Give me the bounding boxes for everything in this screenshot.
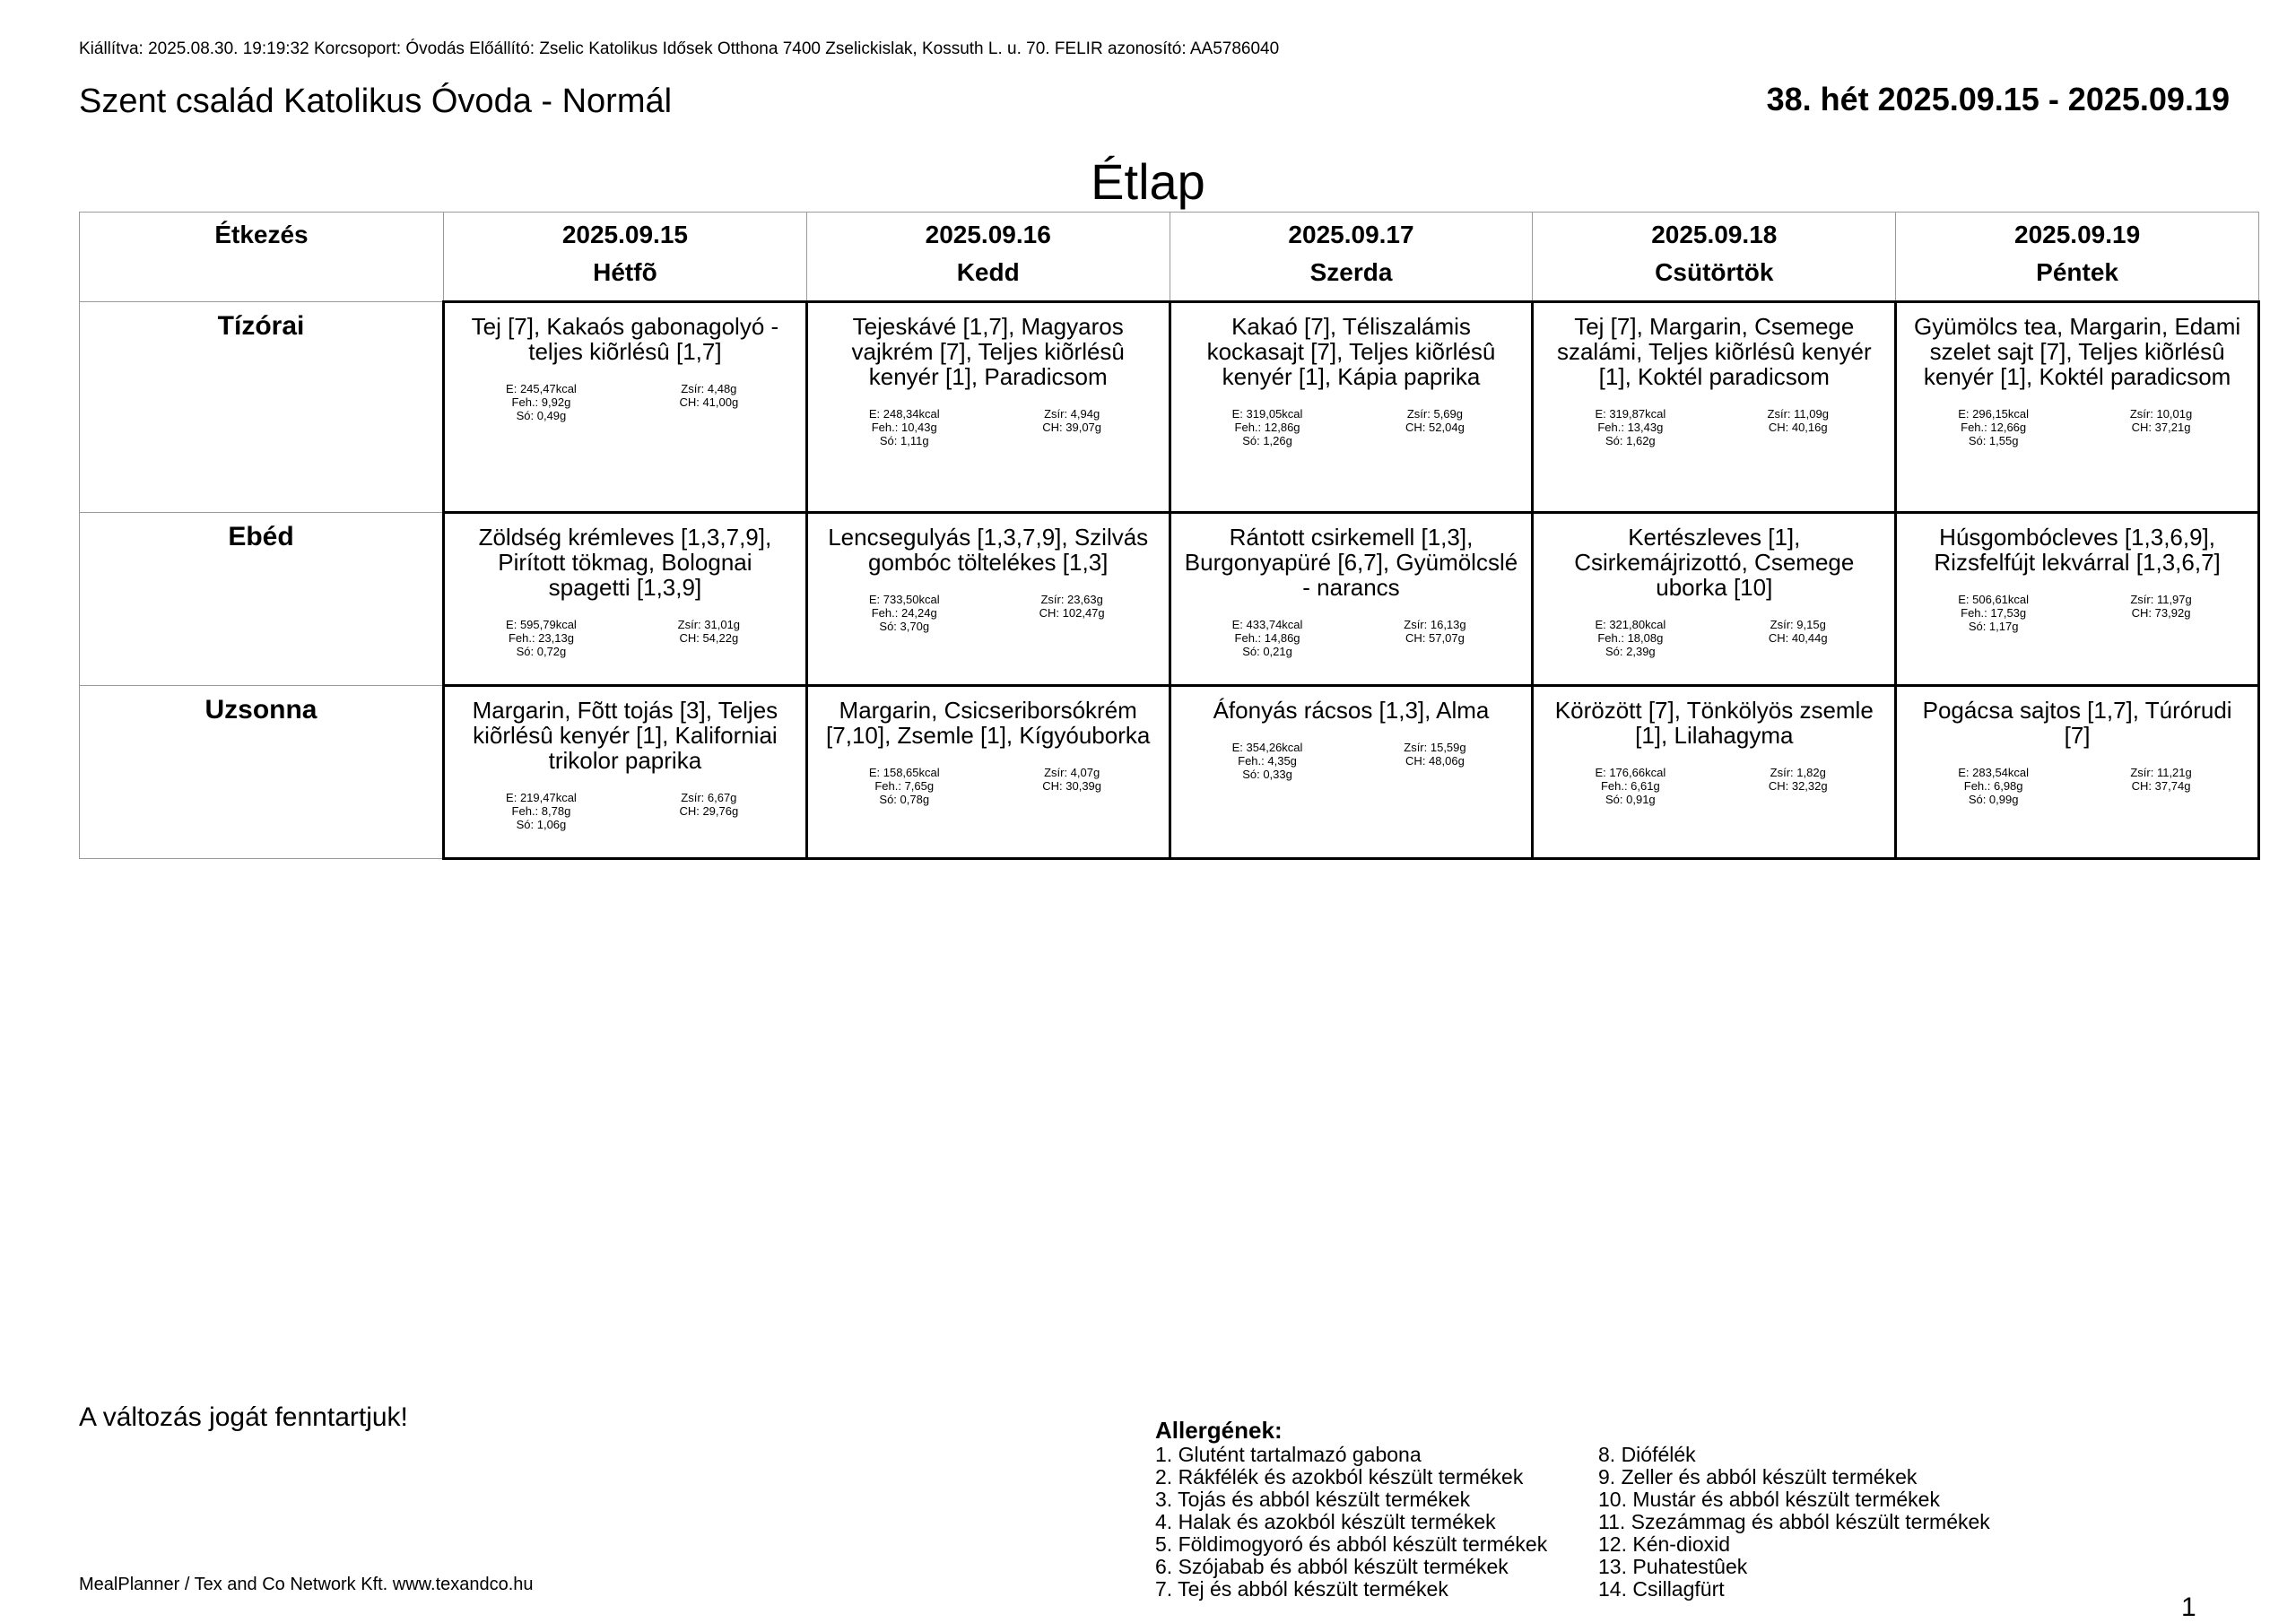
allergen-list-right (1598, 1444, 1990, 1601)
allergen-item: 3. Tojás és abból készült termékek (1155, 1488, 1471, 1511)
allergen-item: 4. Halak és azokból készült termékek (1155, 1510, 1496, 1533)
nutrition-info: E: 319,87kcal Feh.: 13,43g Só: 1,62g Zsír: 11,09g CH: 40,16g (1595, 407, 1829, 447)
nutrition-info: E: 248,34kcal Feh.: 10,43g Só: 1,11g Zsír: 4,94g CH: 39,07g (868, 407, 1102, 447)
allergen-item: 9. Zeller és abból készült termékek (1598, 1465, 1918, 1488)
allergen-legend (1155, 1417, 1990, 1601)
dish-text: Rántott csirkemell [1,3], Burgonyapüré [6,7], Gyümölcslé - narancs (1184, 524, 1518, 601)
nutrition-info: E: 319,05kcal Feh.: 12,86g Só: 1,26g Zsír: 5,69g CH: 52,04g (1231, 407, 1465, 447)
change-notice: A változás jogát fenntartjuk! (79, 1402, 408, 1432)
allergen-item: 11. Szezámmag és abból készült termékek (1598, 1510, 1990, 1533)
nutrition-info: E: 733,50kcal Feh.: 24,24g Só: 3,70g Zsír: 23,63g CH: 102,47g (868, 593, 1105, 633)
dish-text: Tej [7], Kakaós gabonagolyó - teljes kiõrlésû [1,7] (471, 313, 779, 365)
menu-cell (1533, 302, 1896, 513)
dish-text: Zöldség krémleves [1,3,7,9], Pirított tökmag, Bolognai spagetti [1,3,9] (478, 524, 772, 601)
footer-credit: MealPlanner / Tex and Co Network Kft. www.texandco.hu (79, 1575, 534, 1594)
allergen-item: 5. Földimogyoró és abból készült termékek (1155, 1532, 1548, 1556)
allergen-item: 12. Kén-dioxid (1598, 1532, 1731, 1556)
menu-cell (806, 302, 1170, 513)
menu-cell (1170, 513, 1533, 686)
meal-row (80, 302, 2259, 513)
day-header: 2025.09.17 Szerda (1170, 213, 1533, 302)
meal-name: Uzsonna (80, 686, 444, 859)
nutrition-info: E: 433,74kcal Feh.: 14,86g Só: 0,21g Zsír: 16,13g CH: 57,07g (1231, 618, 1466, 658)
dish-text: Gyümölcs tea, Margarin, Edami szelet sajt [7], Teljes kiõrlésû kenyér [1], Koktél paradicsom (1914, 313, 2241, 390)
page-number: 1 (2181, 1593, 2196, 1622)
nutrition-info: E: 354,26kcal Feh.: 4,35g Só: 0,33g Zsír: 15,59g CH: 48,06g (1231, 741, 1466, 781)
day-header: 2025.09.18 Csütörtök (1533, 213, 1896, 302)
dish-text: Pogácsa sajtos [1,7], Túrórudi [7] (1922, 697, 2232, 749)
menu-heading: Étlap (1091, 153, 1205, 210)
nutrition-info: E: 219,47kcal Feh.: 8,78g Só: 1,06g Zsír: 6,67g CH: 29,76g (506, 791, 739, 831)
meal-name: Tízórai (80, 302, 444, 513)
nutrition-info: E: 506,61kcal Feh.: 17,53g Só: 1,17g Zsír: 11,97g CH: 73,92g (1958, 593, 2192, 633)
menu-cell (444, 513, 807, 686)
menu-cell (1533, 686, 1896, 859)
menu-cell (444, 302, 807, 513)
nutrition-info: E: 595,79kcal Feh.: 23,13g Só: 0,72g Zsír: 31,01g CH: 54,22g (506, 618, 741, 658)
dish-text: Margarin, Csicseriborsókrém [7,10], Zsemle [1], Kígyóuborka (826, 697, 1151, 749)
nutrition-info: E: 321,80kcal Feh.: 18,08g Só: 2,39g Zsír: 9,15g CH: 40,44g (1595, 618, 1828, 658)
allergen-item: 14. Csillagfürt (1598, 1577, 1725, 1601)
menu-cell (444, 686, 807, 859)
nutrition-info: E: 245,47kcal Feh.: 9,92g Só: 0,49g Zsír: 4,48g CH: 41,00g (506, 382, 739, 422)
document-title: Szent család Katolikus Óvoda - Normál (79, 82, 673, 120)
allergen-item: 1. Glutént tartalmazó gabona (1155, 1443, 1422, 1466)
nutrition-info: E: 296,15kcal Feh.: 12,66g Só: 1,55g Zsír: 10,01g CH: 37,21g (1958, 407, 2193, 447)
allergen-item: 13. Puhatestûek (1598, 1555, 1748, 1578)
meal-row (80, 513, 2259, 686)
allergen-item: 10. Mustár és abból készült termékek (1598, 1488, 1940, 1511)
allergen-item: 8. Diófélék (1598, 1443, 1696, 1466)
day-header: 2025.09.15 Hétfõ (444, 213, 807, 302)
menu-table (79, 212, 2260, 860)
week-range: 38. hét 2025.09.15 - 2025.09.19 (1766, 81, 2230, 117)
dish-text: Margarin, Fõtt tojás [3], Teljes kiõrlésû kenyér [1], Kaliforniai trikolor paprika (472, 697, 778, 774)
dish-text: Kakaó [7], Téliszalámis kockasajt [7], Teljes kiõrlésû kenyér [1], Kápia paprika (1206, 313, 1496, 390)
meal-column-header: Étkezés (80, 213, 444, 302)
allergen-item: 7. Tej és abból készült termékek (1155, 1577, 1448, 1601)
nutrition-info: E: 158,65kcal Feh.: 7,65g Só: 0,78g Zsír: 4,07g CH: 30,39g (868, 766, 1102, 806)
menu-cell (1896, 302, 2259, 513)
dish-text: Áfonyás rácsos [1,3], Alma (1213, 697, 1490, 724)
allergen-title: Allergének: (1155, 1417, 1283, 1444)
allergen-item: 6. Szójabab és abból készült termékek (1155, 1555, 1509, 1578)
menu-cell (806, 513, 1170, 686)
menu-cell (1896, 686, 2259, 859)
header-row (80, 213, 2259, 302)
day-header: 2025.09.16 Kedd (806, 213, 1170, 302)
menu-cell (1896, 513, 2259, 686)
dish-text: Tejeskávé [1,7], Magyaros vajkrém [7], Teljes kiõrlésû kenyér [1], Paradicsom (851, 313, 1125, 390)
dish-text: Kertészleves [1], Csirkemájrizottó, Csemege uborka [10] (1574, 524, 1855, 601)
allergen-item: 2. Rákfélék és azokból készült termékek (1155, 1465, 1524, 1488)
menu-cell (806, 686, 1170, 859)
dish-text: Körözött [7], Tönkölyös zsemle [1], Lilahagyma (1554, 697, 1874, 749)
nutrition-info: E: 176,66kcal Feh.: 6,61g Só: 0,91g Zsír: 1,82g CH: 32,32g (1595, 766, 1828, 806)
dish-text: Lencsegulyás [1,3,7,9], Szilvás gombóc töltelékes [1,3] (828, 524, 1149, 576)
meal-row (80, 686, 2259, 859)
dish-text: Húsgombócleves [1,3,6,9], Rizsfelfújt lekvárral [1,3,6,7] (1934, 524, 2221, 576)
nutrition-info: E: 283,54kcal Feh.: 6,98g Só: 0,99g Zsír: 11,21g CH: 37,74g (1958, 766, 2192, 806)
menu-cell (1533, 513, 1896, 686)
menu-cell (1170, 686, 1533, 859)
dish-text: Tej [7], Margarin, Csemege szalámi, Teljes kiõrlésû kenyér [1], Koktél paradicsom (1556, 313, 1872, 390)
issued-info: Kiállítva: 2025.08.30. 19:19:32 Korcsoport: Óvodás Előállító: Zselic Katolikus Idősek Otthona 7400 Zselickislak, Kossuth L. u. 70. FELIR azonosító: AA5786040 (79, 39, 1280, 58)
day-header: 2025.09.19 Péntek (1896, 213, 2259, 302)
allergen-list-left (1155, 1444, 1598, 1601)
menu-cell (1170, 302, 1533, 513)
meal-name: Ebéd (80, 513, 444, 686)
